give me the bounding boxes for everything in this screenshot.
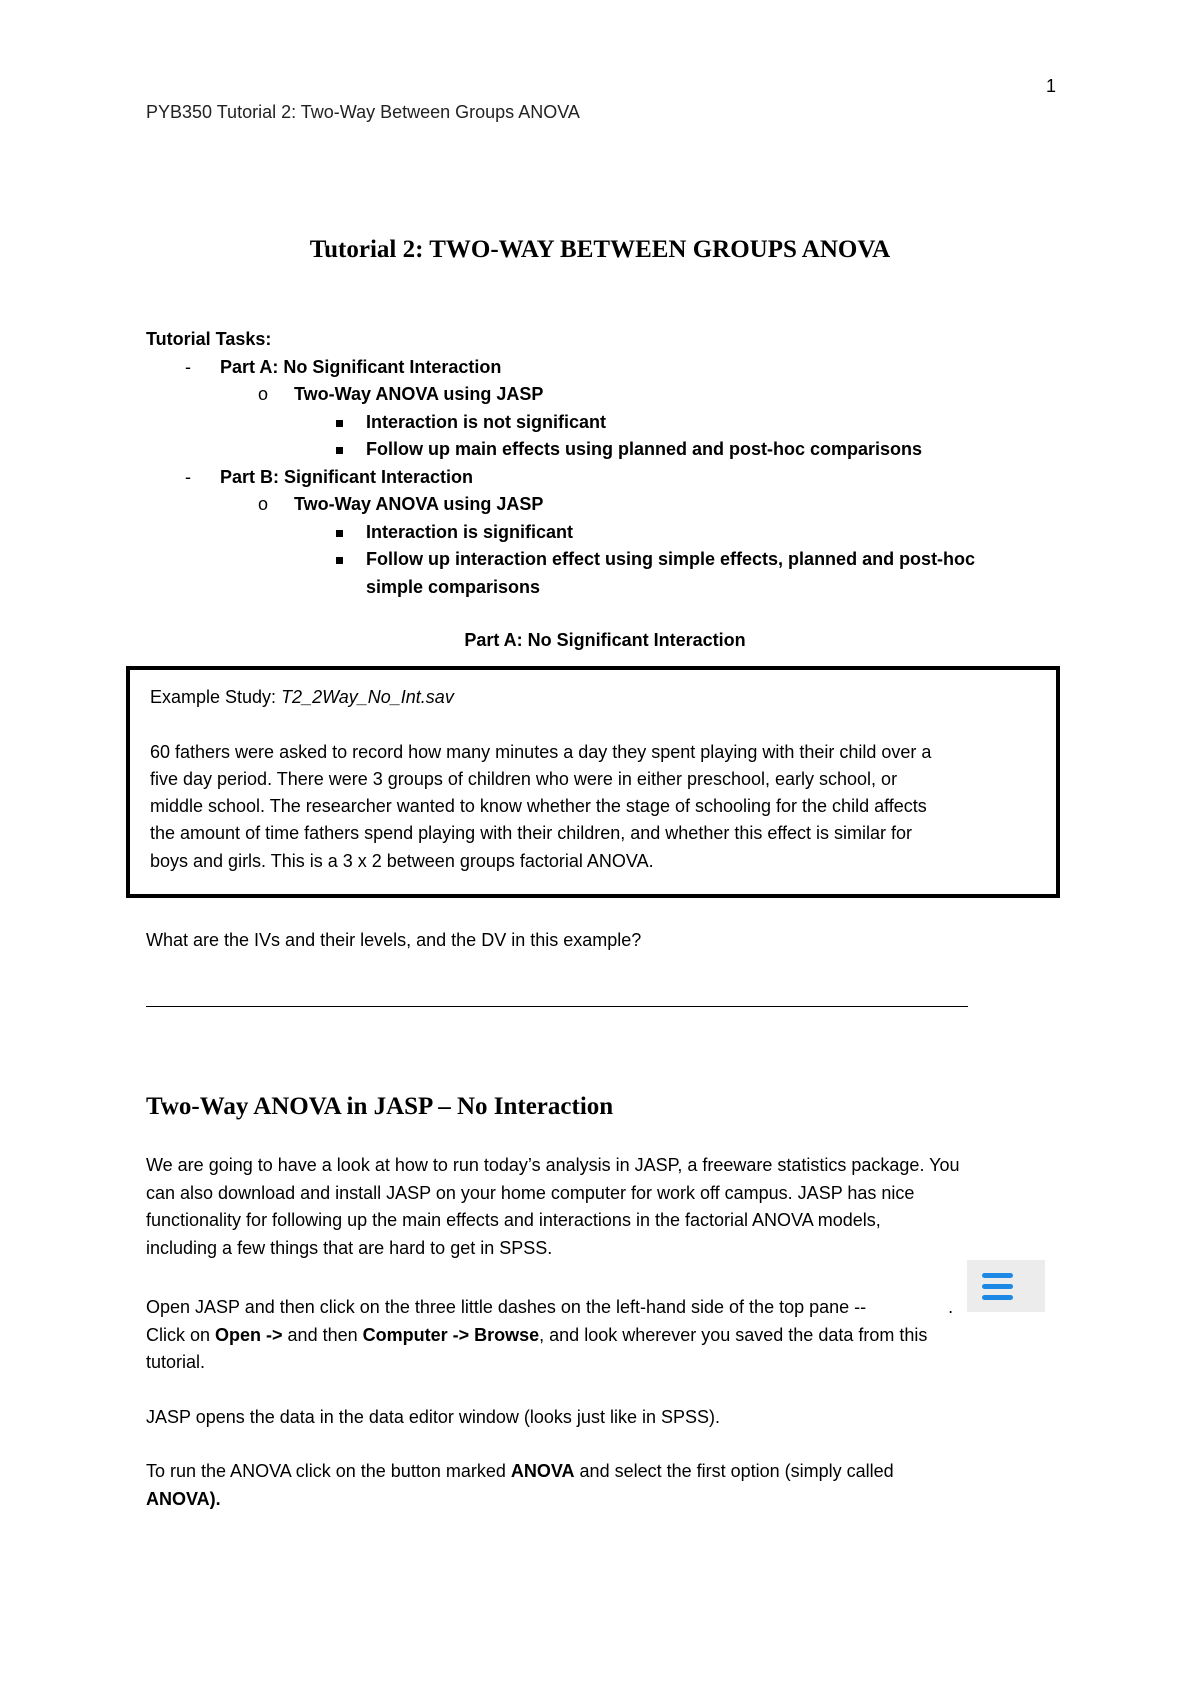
example-study-label (150, 684, 1050, 711)
task-item-label: Interaction is not significant (366, 411, 607, 432)
task-item-label: Follow up main effects using planned and post-hoc comparisons (366, 439, 923, 459)
run-anova-line-2: ANOVA). (146, 1488, 221, 1509)
computer-browse-path: Computer -> Browse (362, 1324, 540, 1345)
open-text: Open JASP and then click on the three little dashes on the left-hand side of the top pane -- (146, 1297, 867, 1317)
question-text: What are the IVs and their levels, and the DV in this example? (146, 930, 642, 950)
open-text: , and look wherever you saved the data from this (539, 1324, 928, 1345)
dash-marker: - (185, 466, 191, 487)
example-file-name: T2_2Way_No_Int.sav (281, 687, 454, 707)
open-menu-path: Open -> (215, 1324, 283, 1345)
example-line: middle school. The researcher wanted to know whether the stage of schooling for the child affects (150, 796, 927, 817)
open-line-2 (146, 1322, 1066, 1350)
intro-line: We are going to have a look at how to run today’s analysis in JASP, a freeware statistics package. You (146, 1155, 960, 1175)
square-bullet-icon (336, 420, 343, 427)
intro-line: including a few things that are hard to get in SPSS. (146, 1237, 553, 1258)
task-label: Part A: No Significant Interaction (220, 356, 502, 377)
page-number: 1 (1046, 76, 1057, 96)
dash-marker: - (185, 356, 191, 377)
menu-bar (982, 1295, 1013, 1300)
open-period: . (948, 1297, 954, 1317)
document-title: Tutorial 2: TWO-WAY BETWEEN GROUPS ANOVA (309, 236, 891, 263)
intro-line: functionality for following up the main effects and interactions in the factorial ANOVA models, (146, 1210, 881, 1230)
example-study-box (126, 666, 1060, 898)
task-item (146, 519, 574, 547)
part-a-heading: Part A: No Significant Interaction (464, 630, 746, 650)
task-label: Part B: Significant Interaction (220, 466, 474, 487)
square-bullet-icon (336, 557, 343, 564)
open-line-1 (146, 1294, 1066, 1322)
task-item (146, 546, 976, 574)
task-sub-label: Two-Way ANOVA using JASP (294, 384, 544, 404)
running-header: PYB350 Tutorial 2: Two-Way Between Groups ANOVA (146, 102, 580, 122)
task-item (146, 436, 923, 464)
task-item-label: Follow up interaction effect using simple effects, planned and post-hoc (366, 549, 976, 569)
task-part-b (146, 464, 474, 492)
task-part-a (146, 354, 502, 382)
anova-button-name: ANOVA (510, 1461, 575, 1481)
answer-line (146, 1006, 968, 1007)
square-bullet-icon (336, 530, 343, 537)
intro-paragraph (146, 1152, 1066, 1262)
task-item (146, 409, 607, 437)
open-text: Click on (146, 1324, 216, 1345)
circle-marker: o (258, 494, 269, 514)
open-text: and then (282, 1324, 363, 1345)
square-bullet-icon (336, 447, 343, 454)
task-item-label: Interaction is significant (366, 521, 574, 542)
hamburger-menu-icon (967, 1260, 1045, 1312)
menu-bar (982, 1273, 1013, 1278)
example-line: 60 fathers were asked to record how many minutes a day they spent playing with their child over a (150, 741, 932, 762)
run-anova-text: To run the ANOVA click on the button marked (146, 1461, 511, 1481)
task-item-label: simple comparisons (366, 576, 541, 597)
example-line: the amount of time fathers spend playing with their children, and whether this effect is similar for (150, 823, 913, 844)
open-line-3: tutorial. (146, 1352, 206, 1372)
tasks-heading: Tutorial Tasks: (146, 329, 272, 349)
run-anova-paragraph (146, 1458, 1066, 1513)
task-part-b-sub (146, 491, 544, 519)
intro-line: can also download and install JASP on your home computer for work off campus. JASP has nice (146, 1182, 915, 1203)
run-anova-text: and select the first option (simply called (574, 1461, 894, 1481)
section-heading: Two-Way ANOVA in JASP – No Interaction (146, 1093, 614, 1120)
example-line: five day period. There were 3 groups of children who were in either preschool, early school, or (150, 768, 898, 789)
task-item-continued (146, 574, 541, 602)
task-part-a-sub (146, 381, 544, 409)
example-line: boys and girls. This is a 3 x 2 between groups factorial ANOVA. (150, 850, 654, 871)
jasp-opens-text: JASP opens the data in the data editor window (looks just like in SPSS). (146, 1407, 720, 1427)
example-label: Example Study: (150, 687, 282, 707)
run-anova-line-1 (146, 1458, 1066, 1486)
task-sub-label: Two-Way ANOVA using JASP (294, 494, 544, 514)
tutorial-tasks (146, 326, 976, 601)
menu-bar (982, 1284, 1013, 1289)
open-instructions (146, 1294, 1066, 1377)
circle-marker: o (258, 384, 269, 404)
